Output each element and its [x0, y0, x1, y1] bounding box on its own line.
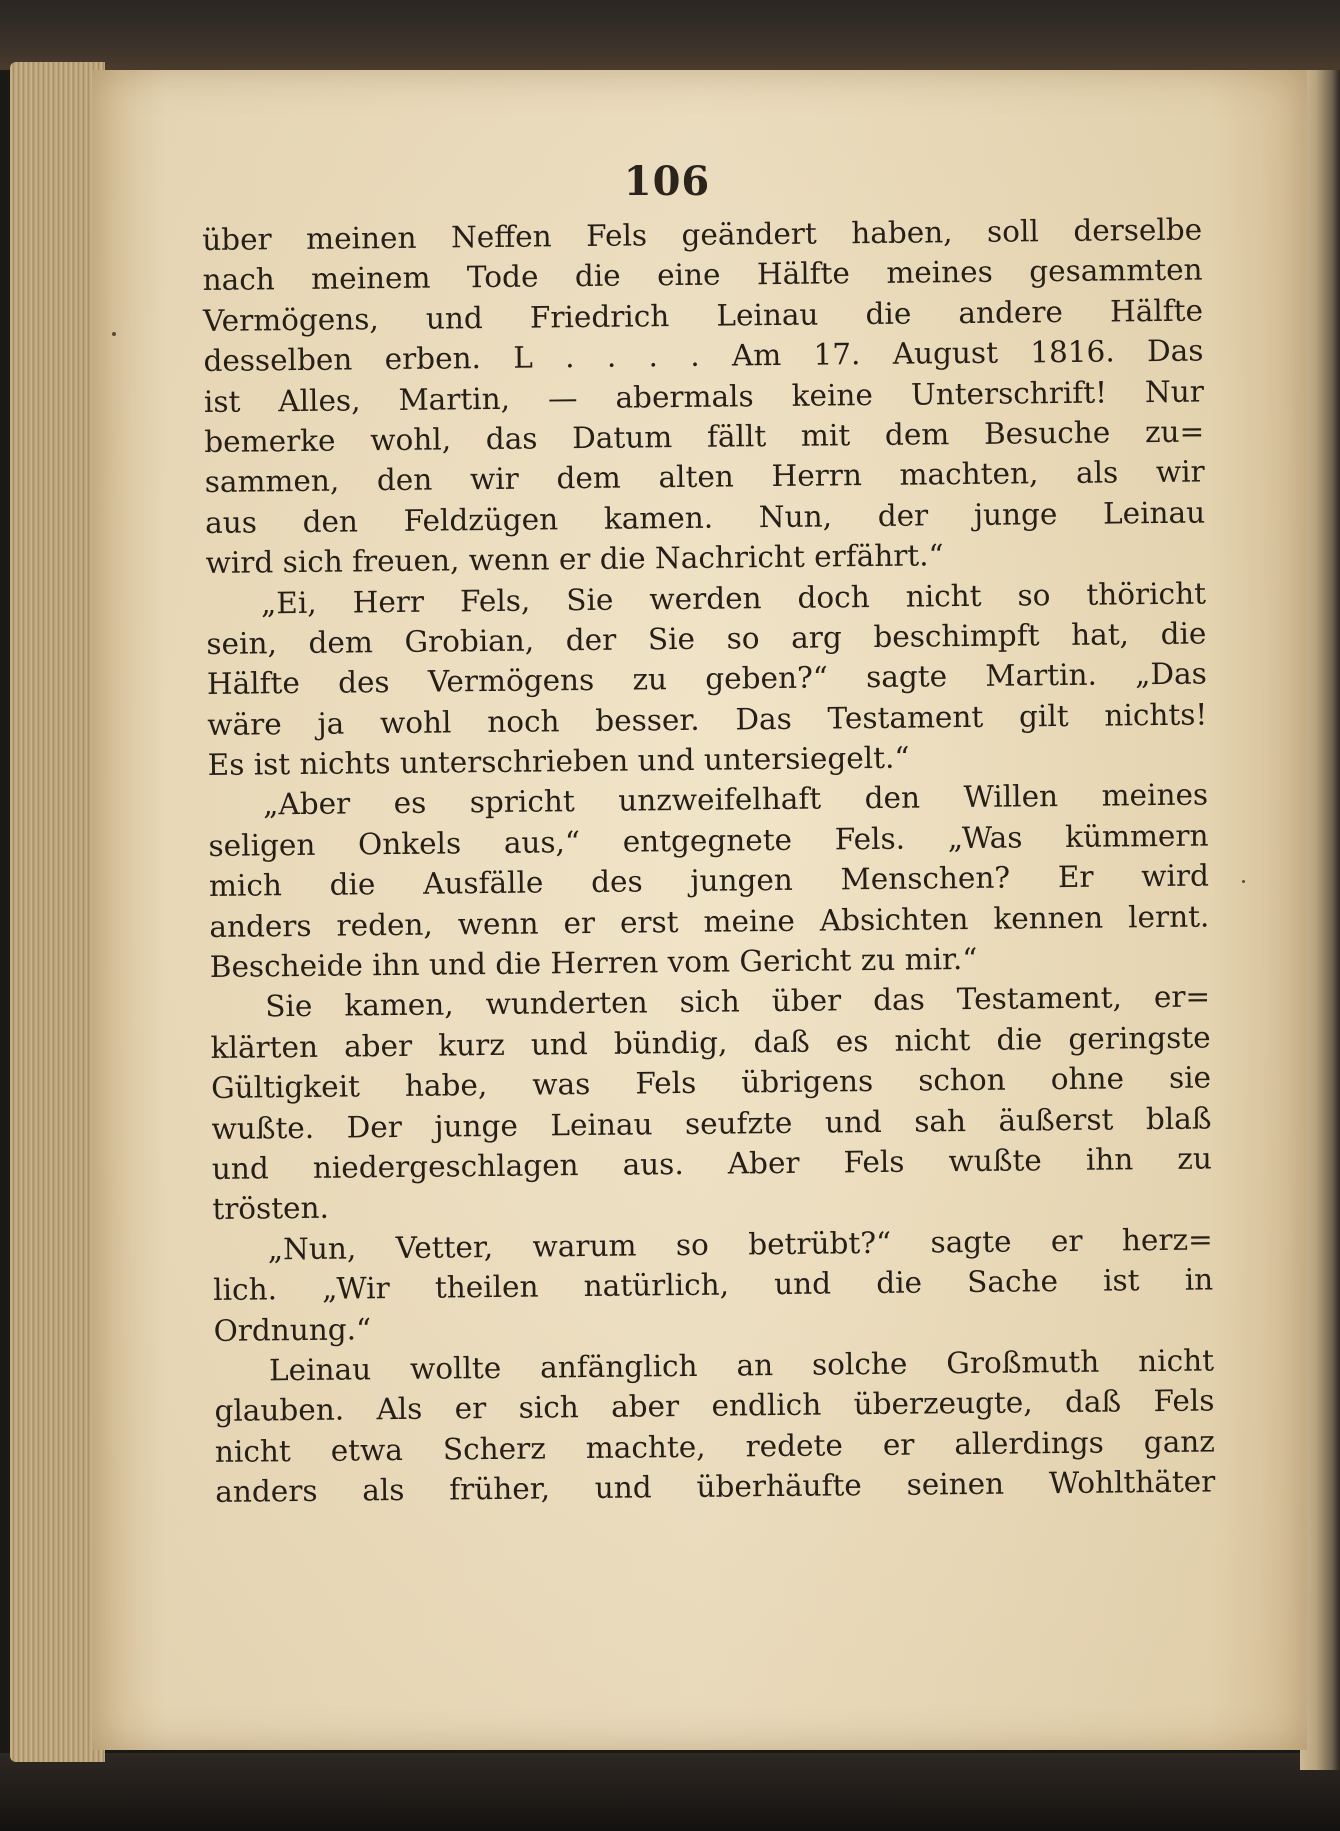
text-line: „Ei, Herr Fels, Sie werden doch nicht so thöricht	[260, 576, 1207, 620]
text-line: mich die Ausfälle des jungen Menschen? Er wird	[208, 858, 1210, 904]
text-line: anders als früher, und überhäufte seinen Wohlthäter	[215, 1464, 1216, 1510]
book-cover-top	[0, 0, 1340, 70]
text-line: Sie kamen, wunderten sich über das Testament, er=	[265, 979, 1211, 1024]
page-number: 106	[623, 158, 711, 205]
text-line: und niedergeschlagen aus. Aber Fels wußte ihn zu	[211, 1141, 1213, 1186]
text-line: Ordnung.“	[213, 1311, 372, 1348]
text-line: sammen, den wir dem alten Herrn machten, als wir	[204, 454, 1205, 500]
text-line: anders reden, wenn er erst meine Absichten kennen lernt.	[209, 899, 1210, 944]
text-line: Hälfte des Vermögens zu geben?“ sagte Martin. „Das	[206, 656, 1207, 702]
text-line: „Aber es spricht unzweifelhaft den Willen meines	[262, 777, 1209, 822]
paper-speck	[112, 332, 116, 336]
text-line: glauben. Als er sich aber endlich überzeugte, daß Fels	[214, 1383, 1215, 1429]
text-line: seligen Onkels aus,“ entgegnete Fels. „Was kümmern	[208, 818, 1209, 863]
text-line: Es ist nichts unterschrieben und untersiegelt.“	[207, 740, 910, 783]
text-line: Gültigkeit habe, was Fels übrigens schon ohne sie	[210, 1060, 1212, 1106]
text-line: aus den Feldzügen kamen. Nun, der junge Leinau	[204, 495, 1206, 540]
text-line: trösten.	[212, 1191, 330, 1227]
page-text	[202, 210, 1215, 1513]
text-line: desselben erben. L . . . . Am 17. August 1816. Das	[203, 333, 1204, 379]
text-line: über meinen Neffen Fels geändert haben, soll derselbe	[202, 212, 1203, 257]
book-page	[92, 70, 1307, 1750]
text-line: nicht etwa Scherz machte, redete er allerdings ganz	[214, 1424, 1216, 1469]
text-line: klärten aber kurz und bündig, daß es nicht die geringste	[210, 1020, 1211, 1065]
paper-speck	[1242, 880, 1245, 883]
text-line: wird sich freuen, wenn er die Nachricht erfährt.“	[205, 538, 944, 581]
book-cover-bottom	[0, 1753, 1340, 1831]
text-line: sein, dem Grobian, der Sie so arg beschimpft hat, die	[206, 616, 1207, 661]
text-line: Leinau wollte anfänglich an solche Großmuth nicht	[268, 1343, 1215, 1388]
text-line: bemerke wohl, das Datum fällt mit dem Besuche zu=	[204, 414, 1205, 459]
text-line: Bescheide ihn und die Herren vom Gericht zu mir.“	[209, 941, 978, 984]
text-line: lich. „Wir theilen natürlich, und die Sache ist in	[213, 1262, 1214, 1308]
text-line: Vermögens, und Friedrich Leinau die andere Hälfte	[202, 293, 1204, 338]
page-edges-left	[10, 62, 105, 1762]
text-line: wäre ja wohl noch besser. Das Testament gilt nichts!	[207, 697, 1208, 742]
text-line: nach meinem Tode die eine Hälfte meines gesammten	[202, 252, 1203, 298]
text-line: „Nun, Vetter, warum so betrübt?“ sagte er herz=	[267, 1222, 1213, 1267]
text-line: ist Alles, Martin, — abermals keine Unterschrift! Nur	[203, 374, 1205, 419]
text-line: wußte. Der junge Leinau seufzte und sah äußerst blaß	[211, 1101, 1212, 1146]
